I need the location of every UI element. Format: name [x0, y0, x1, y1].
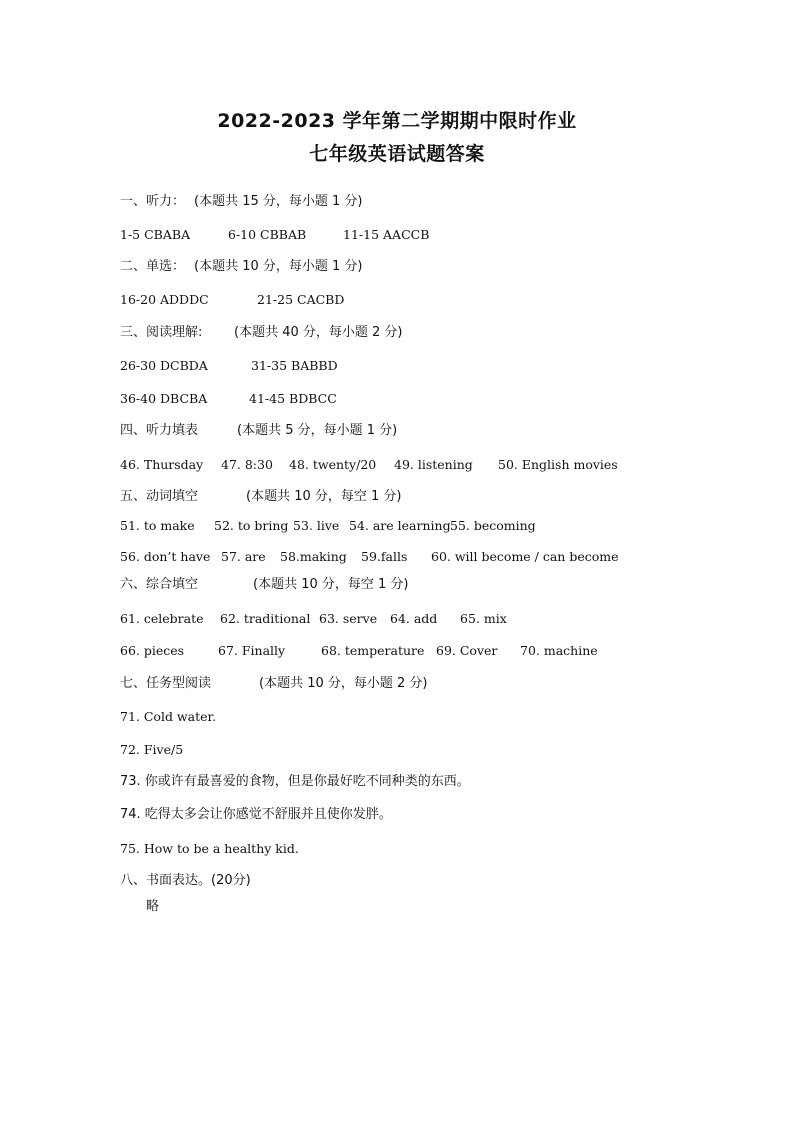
section-1-note: (本题共 15 分，每小题 1 分) [194, 194, 363, 209]
section-4-title: 四、听力填表 [120, 423, 199, 438]
answer-61: 61. celebrate [120, 611, 204, 626]
answer-21-25: 21-25 CACBD [257, 292, 345, 307]
answer-59: 59.falls [361, 549, 408, 564]
answer-52: 52. to bring [214, 518, 289, 533]
answer-73: 73. 你或许有最喜爱的食物，但是你最好吃不同种类的东西。 [120, 774, 470, 789]
answer-41-45: 41-45 BDBCC [249, 391, 337, 406]
section-8-answer: 略 [146, 899, 160, 914]
answer-69: 69. Cover [436, 643, 498, 658]
answer-53: 53. live [293, 518, 340, 533]
answer-11-15: 11-15 AACCB [343, 227, 430, 242]
answer-47: 47. 8:30 [221, 457, 273, 472]
answer-75: 75. How to be a healthy kid. [120, 841, 299, 856]
answer-16-20: 16-20 ADDDC [120, 292, 209, 307]
answer-31-35: 31-35 BABBD [251, 358, 338, 373]
section-7-title: 七、任务型阅读 [120, 676, 212, 691]
answer-51: 51. to make [120, 518, 195, 533]
answer-64: 64. add [390, 611, 438, 626]
answer-54: 54. are learning [349, 518, 451, 533]
answer-49: 49. listening [394, 457, 473, 472]
section-5-title: 五、动词填空 [120, 489, 199, 504]
section-2-title: 二、单选： [120, 259, 186, 274]
answer-1-5: 1-5 CBABA [120, 227, 191, 242]
answer-65: 65. mix [460, 611, 507, 626]
answer-26-30: 26-30 DCBDA [120, 358, 208, 373]
answer-63: 63. serve [319, 611, 378, 626]
section-3-title: 三、阅读理解: [120, 325, 203, 340]
answer-58: 58.making [280, 549, 347, 564]
section-7-note: (本题共 10 分，每小题 2 分) [259, 676, 428, 691]
answer-46: 46. Thursday [120, 457, 204, 472]
answer-62: 62. traditional [220, 611, 311, 626]
answer-72: 72. Five/5 [120, 742, 184, 757]
answer-48: 48. twenty/20 [289, 457, 377, 472]
answer-68: 68. temperature [321, 643, 425, 658]
answer-6-10: 6-10 CBBAB [228, 227, 307, 242]
section-3-note: (本题共 40 分，每小题 2 分) [234, 325, 403, 340]
section-6-note: (本题共 10 分，每空 1 分) [253, 577, 409, 592]
section-1-title: 一、听力： [120, 194, 186, 209]
answer-36-40: 36-40 DBCBA [120, 391, 208, 406]
answer-50: 50. English movies [498, 457, 618, 472]
answer-71: 71. Cold water. [120, 709, 217, 724]
section-8-heading: 八、书面表达。(20分) [120, 873, 251, 888]
answer-60: 60. will become / can become [431, 549, 619, 564]
section-6-title: 六、综合填空 [120, 577, 199, 592]
section-5-note: (本题共 10 分，每空 1 分) [246, 489, 402, 504]
answer-57: 57. are [221, 549, 266, 564]
answer-55: 55. becoming [450, 518, 536, 533]
answer-56: 56. don’t have [120, 549, 211, 564]
section-4-note: (本题共 5 分，每小题 1 分) [237, 423, 398, 438]
answer-70: 70. machine [520, 643, 598, 658]
answer-67: 67. Finally [218, 643, 286, 658]
answer-74: 74. 吃得太多会让你感觉不舒服并且使你发胖。 [120, 807, 392, 822]
section-2-note: (本题共 10 分，每小题 1 分) [194, 259, 363, 274]
title-line-1: 2022-2023 学年第二学期期中限时作业 [217, 110, 577, 132]
title-line-2: 七年级英语试题答案 [309, 143, 485, 165]
answer-66: 66. pieces [120, 643, 185, 658]
